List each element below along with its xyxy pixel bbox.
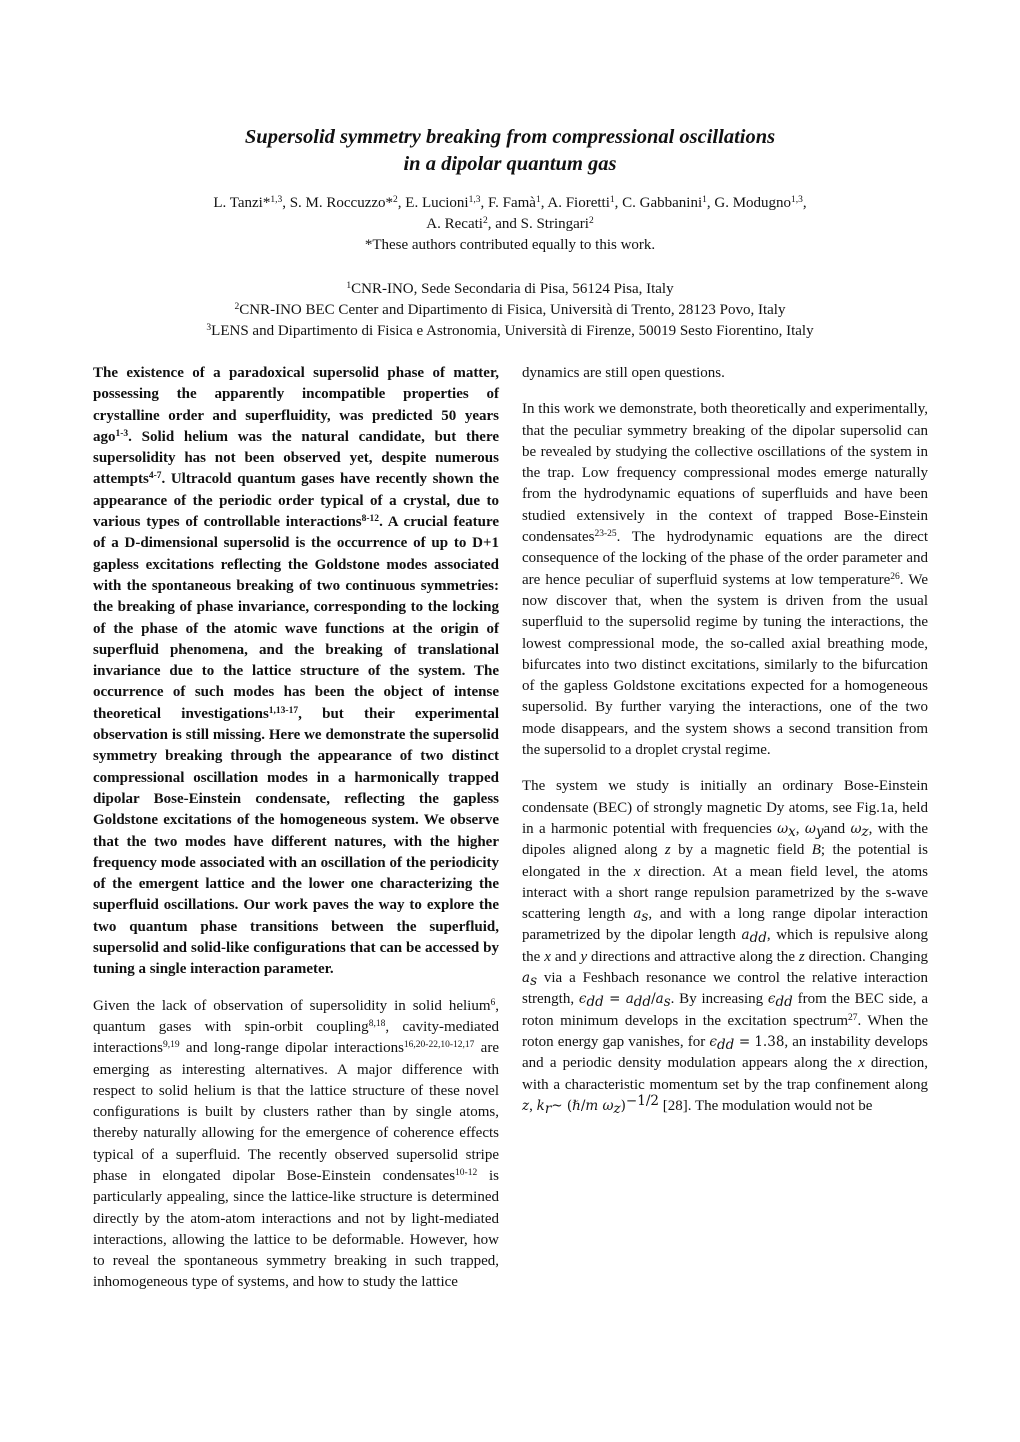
citation: 6 <box>490 997 496 1008</box>
right-column <box>522 363 928 1117</box>
intro-continued-text: dynamics are still open questions. <box>522 365 725 381</box>
affil-ref: 1 <box>702 195 707 205</box>
author: , E. Lucioni <box>397 195 469 211</box>
citation: 27 <box>848 1012 858 1023</box>
affil-ref: 1,3 <box>270 195 283 205</box>
author: A. Recati <box>426 216 483 232</box>
author: , A. Fioretti <box>540 195 610 211</box>
paper-title <box>60 124 960 178</box>
title-line-1: Supersolid symmetry breaking from compressional oscillations <box>244 126 776 148</box>
citation: 23-25 <box>594 529 617 540</box>
affiliation-1: $^1$CNR-INO, Sede Secondaria di Pisa, 56124 Pisa, Italy <box>346 281 674 297</box>
author: , F. Famà <box>480 195 536 211</box>
affil-ref: 2 <box>482 216 488 226</box>
affil-ref: 1,3 <box>468 195 481 205</box>
intro-paragraph-continued <box>522 363 928 384</box>
citation: 9,19 <box>162 1040 180 1051</box>
affil-ref: 2 <box>393 195 398 205</box>
abstract: The existence of a paradoxical supersolid phase of matter, possessing the apparently incompatible properties of crystalline order and superfluidity, was predicted 50 years ago$^{1-3}$. Solid helium was the natural candidate, but there supersolidity has not been observed yet, despite numerous attempts$^{4-7}$. Ultracold quantum gases have recently shown the appearance of the periodic order typical of a crystal, due to various types of controllable interactions$^{8-12}$. A crucial feature of a D-dimensional supersolid is the occurrence of up to D+1 gapless excitations reflecting the Goldstone modes associated with the spontaneous breaking of two continuous symmetries: the breaking of phase invariance, corresponding to the locking of the phase of the atomic wave functions at the origin of superfluid phenomena, and the breaking of translational invariance due to the lattice structure of the system. The occurrence of such modes has been the object of intense theoretical investigations$^{1,13-17}$, but their experimental observation is still missing. Here we demonstrate the supersolid symmetry breaking through the appearance of two distinct compressional oscillation modes in a harmonically trapped dipolar Bose-Einstein condensate, reflecting the gapless Goldstone excitations of the homogeneous system. We observe that the two modes have different natures, with the higher frequency mode associated with an oscillation of the periodicity of the emergent lattice and the lower one characterizing the superfluid oscillations. Our work paves the way to explore the two quantum phase transitions between the superfluid, supersolid and solid-like configurations that can be accessed by tuning a single interaction parameter. <box>93 365 499 978</box>
title-line-2: in a dipolar quantum gas <box>403 153 617 175</box>
citation: 8,18 <box>368 1018 386 1029</box>
intro-continued: is particularly appealing, since the lattice-like structure is determined directly by the atom-atom interactions and not by light-mediated interactions, allowing the lattice to be deformable. However, how to reveal the spontaneous symmetry breaking in such trapped, inhomogeneous type of systems, and how to study the lattice <box>93 1167 499 1291</box>
affil-ref: 2 <box>588 216 594 226</box>
author-list <box>60 193 960 256</box>
affiliation-2: $^2$CNR-INO BEC Center and Dipartimento di Fisica, Università di Trento, 28123 Povo, Italy <box>234 302 786 318</box>
author: , G. Modugno <box>706 195 792 211</box>
citation: 16,20-22,10-12,17 <box>403 1040 475 1051</box>
methods-paragraph: In this work we demonstrate, both theoretically and experimentally, that the peculiar symmetry breaking of the dipolar supersolid can be revealed by studying the collective oscillations of the system in the trap. Low frequency compressional modes emerge naturally from the hydrodynamic equations of superfluids and have been studied extensively in the context of trapped Bose-Einstein condensates$^{23-25}$. The hydrodynamic equations are the direct consequence of the locking of the phase of the order parameter and are hence peculiar of superfluid systems at low temperature$^{26}$. We now discover that, when the system is driven from the usual superfluid to the supersolid regime by tuning the interactions, the lowest compressional mode, the so-called axial breathing mode, bifurcates into two distinct excitations, similarly to the bifurcation of the gapless Goldstone excitations expected for a homogeneous supersolid. By further varying the interactions, one of the two mode disappears, and the system shows a second transition from the supersolid to a droplet crystal regime. <box>522 401 929 759</box>
citation: 1-3 <box>115 428 129 439</box>
citation: 26 <box>890 571 900 582</box>
citation: 10-12 <box>455 1167 478 1178</box>
author-line-2 <box>60 214 960 235</box>
system-paragraph: The system we study is initially an ordinary Bose-Einstein condensate (BEC) of strongly magnetic Dy atoms, see Fig.1a, held in a harmonic potential with frequencies $\omega_x$, $\omega_yand$ $\omega_z$, with the dipoles aligned along z by a magnetic field B; the potential is elongated in the x direction. At a mean field level, the atoms interact with a short range repulsion parametrized by the s-wave scattering length $a_s$, and with a long range dipolar interaction parametrized by the dipolar length $a_{dd}$, which is repulsive along the x and y directions and attractive along the z direction. Changing $a_s$ via a Feshbach resonance we control the relative interaction strength, $\epsilon_{dd} = a_{dd}/a_s$. By increasing $\epsilon_{dd}$ from the BEC side, a roton minimum develops in the excitation spectrum$^{27}$. When the roton energy gap vanishes, for $\epsilon_{dd} = 1.38$, an instability develops and a periodic density modulation appears along the x direction, with a characteristic momentum set by the trap confinement along z, $k_r\sim$ (ℏ/m $\omega_z)^{-1/2}$ [28]. The modulation would not be <box>522 778 929 1117</box>
affiliation-3: $^3$LENS and Dipartimento di Fisica e Astronomia, Università di Firenze, 50019 Sesto Fiorentino, Italy <box>206 323 814 339</box>
intro-paragraph: Given the lack of observation of supersolidity in solid helium$^6$, quantum gases with spin-orbit coupling$^{8,18}$, cavity-mediated interactions$^{9,19}$ and long-range dipolar interactions$^{16,20-22,10-12,17}$ are emerging as interesting alternatives. A major difference with respect to solid helium is that the lattice structure of these novel configurations is built by clusters rather than by single atoms, thereby naturally allowing for the emergence of coherence effects typical of a superfluid. The recently observed supersolid stripe phase in elongated dipolar Bose-Einstein condensates$^{10-12}$ is particularly appealing, since the lattice-like structure is determined directly by the atom-atom interactions and not by light-mediated interactions, allowing the lattice to be deformable. However, how to reveal the spontaneous symmetry breaking in such trapped, inhomogeneous type of systems, and how to study the lattice <box>93 997 499 1291</box>
author: L. Tanzi* <box>213 195 271 211</box>
author: , and S. Stringari <box>487 216 589 232</box>
author: , S. M. Roccuzzo* <box>282 195 394 211</box>
citation: 1,13-17 <box>268 705 299 716</box>
citation: 8-12 <box>361 514 380 525</box>
affil-ref: 1 <box>535 195 541 205</box>
affiliations <box>60 279 960 342</box>
equal-contribution-note: *These authors contributed equally to this work. <box>364 237 656 253</box>
citation: 4-7 <box>148 471 162 482</box>
affil-ref: 1,3 <box>791 195 803 205</box>
affil-ref: 1 <box>609 195 615 205</box>
author-line-1: L. Tanzi*$^{1,3}$, S. M. Roccuzzo*$^2$, E. Lucioni$^{1,3}$, F. Famà$^1$, A. Fioretti$^1$, C. Gabbanini$^1$, G. Modugno$^{1,3}$, <box>213 195 807 211</box>
left-column <box>93 363 499 1294</box>
author: , C. Gabbanini <box>614 195 703 211</box>
